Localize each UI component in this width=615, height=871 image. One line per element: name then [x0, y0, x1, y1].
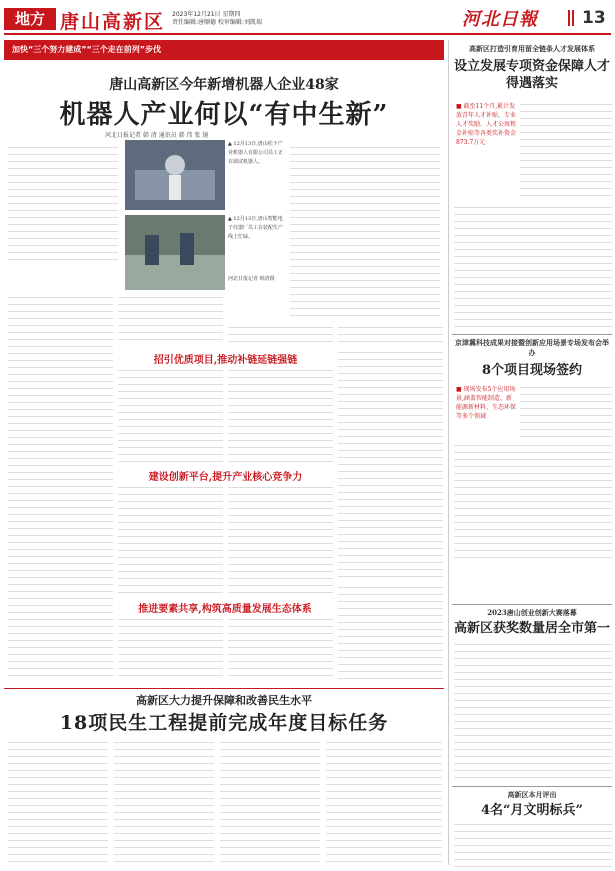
right-kicker-3: 2023唐山创业创新大赛落幕 [487, 608, 577, 617]
lead-body-col-d [338, 325, 443, 345]
lead-body-col-c [228, 325, 333, 345]
bottom-body-col-1 [8, 740, 108, 865]
subhead3-body-c [228, 617, 333, 682]
header-rule [4, 33, 611, 35]
right-divider-3 [452, 786, 612, 787]
right-title-3: 高新区获奖数量居全市第一 [453, 621, 610, 636]
right-title-4: 4名“月文明标兵” [480, 803, 583, 818]
subhead1-body-d [338, 350, 443, 580]
subhead1-body-c [228, 368, 333, 463]
photo2-caption: ▲ 12月13日,唐山智能电子仪器厂员工在装配生产线上忙碌。 [228, 216, 284, 240]
page-number: 13 [582, 8, 606, 28]
subhead1-body-b [118, 368, 223, 463]
lead-headline: 机器人产业何以“有中生新” [59, 100, 389, 130]
photo-robot-assembly [125, 140, 225, 210]
subhead-2: 建设创新平台,提升产业核心竞争力 [148, 472, 303, 483]
right-kicker-1: 高新区打造引育用留全链条人才发展体系 [469, 44, 595, 53]
editor-line: 责任编辑:唐顺德 校审编辑:刘凯瑞 [172, 19, 262, 26]
bottom-kicker: 高新区大力提升保障和改善民生水平 [136, 694, 312, 707]
subhead-1: 招引优质项目,推动补链延链强链 [153, 355, 298, 366]
subhead3-body-b [118, 617, 223, 682]
right-body-4 [454, 822, 612, 867]
lead-body-col-a [8, 295, 113, 680]
right-body-2b [454, 443, 612, 558]
lead-byline: 河北日报记者 韩 清 通讯员 韩 伟 张 镜 [105, 132, 209, 139]
right-kicker-4: 高新区本月评出 [507, 790, 557, 799]
date-line: 2023年12月21日 星期四 [172, 11, 241, 18]
photo1-caption: ▲ 12月13日,唐山松下产业机器人有限公司员工正在调试机器人。 [228, 141, 284, 165]
lead-kicker: 唐山高新区今年新增机器人企业48家 [109, 77, 339, 93]
right-title-1: 设立发展专项资金保障人才得遇落实 [453, 59, 610, 91]
lead-body-text [8, 145, 118, 265]
date-info [172, 11, 262, 27]
bottom-divider [4, 688, 444, 689]
photo-credit: 河北日报记者 韩清摄 [228, 276, 275, 282]
photo-production-line [125, 215, 225, 290]
subhead2-body-b [118, 485, 223, 595]
right-body-3 [454, 642, 612, 782]
subhead3-body-d [338, 585, 443, 682]
bottom-body-col-2 [114, 740, 214, 865]
bottom-headline: 18项民生工程提前完成年度目标任务 [59, 712, 389, 734]
lead-body-col-2 [290, 145, 440, 320]
newspaper-logo: 河北日報 [462, 9, 538, 30]
bottom-body-col-4 [326, 740, 442, 865]
theme-banner: 加快“三个努力建成”“三个走在前列”步伐 [4, 40, 444, 60]
lead-body-col-b [118, 295, 223, 345]
right-body-1b [454, 205, 612, 330]
right-summary-1: ■ 截至11个月,累计发放青年人才补贴、专业人才奖励、人才公寓租金补贴等各类奖补资金873.7万元 [456, 103, 517, 146]
column-divider [448, 40, 449, 865]
logo-bars-icon [568, 8, 578, 28]
right-divider-2 [452, 604, 612, 605]
right-divider-1 [452, 334, 612, 335]
right-body-2a [520, 385, 612, 440]
subhead2-body-c [228, 485, 333, 595]
right-body-1a [520, 102, 612, 202]
page-section-title: 唐山高新区 [60, 11, 166, 33]
right-summary-2: ■ 现场发布5个应用场景,涵盖智能制造、新能源新材料、生态环保等多个领域 [456, 386, 517, 420]
subhead-3: 推进要素共享,构筑高质量发展生态体系 [138, 604, 312, 615]
bottom-body-col-3 [220, 740, 320, 865]
right-title-2: 8个项目现场签约 [481, 363, 583, 378]
right-kicker-2: 京津冀科技成果对接暨创新应用场景专场发布会举办 [455, 338, 609, 357]
section-tag: 地方 [4, 8, 56, 30]
